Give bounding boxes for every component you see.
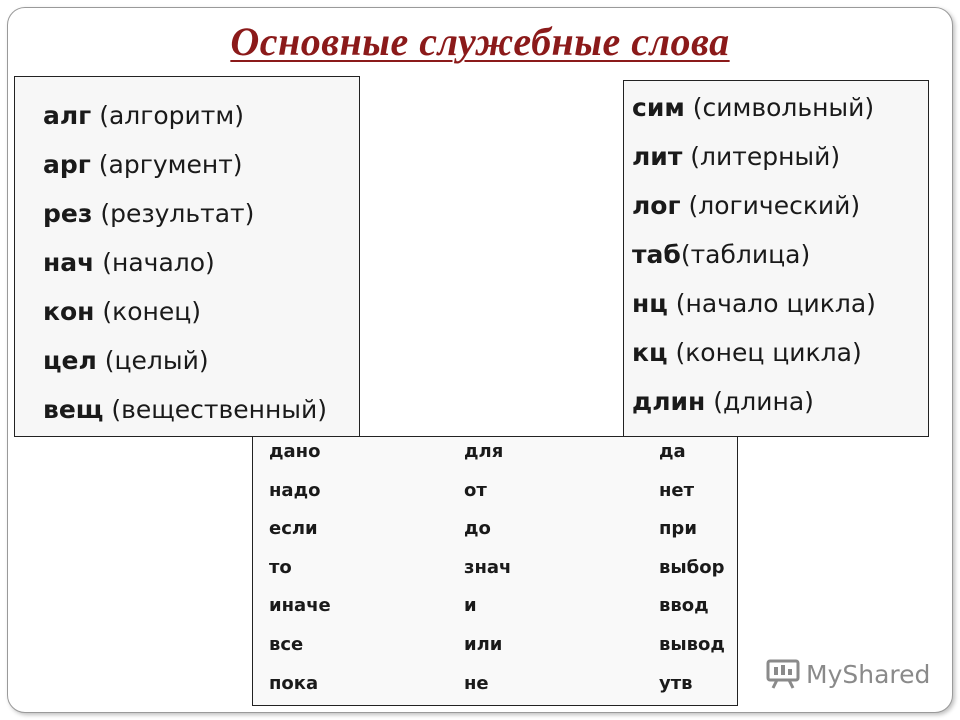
keyword: кон bbox=[43, 297, 95, 326]
list-item bbox=[632, 328, 928, 377]
keyword-meaning: (начало цикла) bbox=[675, 289, 876, 318]
keyword-meaning: (целый) bbox=[104, 346, 209, 375]
table-cell: нет bbox=[659, 479, 695, 501]
table-cell: если bbox=[269, 518, 318, 540]
table-cell: то bbox=[269, 556, 292, 578]
list-item bbox=[632, 377, 928, 426]
list-item bbox=[43, 140, 359, 189]
keyword: лит bbox=[632, 142, 683, 171]
keyword: рез bbox=[43, 199, 93, 228]
table-cell: надо bbox=[269, 479, 321, 501]
table-cell: для bbox=[464, 441, 504, 462]
page-title: Основные служебные слова bbox=[230, 19, 730, 64]
keyword: сим bbox=[632, 93, 685, 122]
keyword-meaning: (конец цикла) bbox=[675, 338, 862, 367]
keyword-meaning: (таблица) bbox=[680, 240, 811, 269]
keyword-meaning: (символьный) bbox=[692, 93, 875, 122]
keyword-meaning: (начало) bbox=[102, 248, 215, 277]
list-item bbox=[43, 336, 359, 385]
keyword: кц bbox=[632, 338, 668, 367]
keyword-meaning: (аргумент) bbox=[98, 150, 243, 179]
keyword-meaning: (результат) bbox=[100, 199, 255, 228]
list-item bbox=[43, 238, 359, 287]
table-cell: и bbox=[464, 595, 477, 617]
data-types-panel bbox=[14, 76, 360, 437]
table-cell: вывод bbox=[659, 633, 725, 655]
keywords-table-panel bbox=[252, 436, 738, 706]
table-cell: иначе bbox=[269, 595, 331, 617]
keyword: вещ bbox=[43, 395, 104, 424]
list-item bbox=[43, 91, 359, 140]
list-item bbox=[632, 230, 928, 279]
presentation-board-icon bbox=[766, 658, 800, 690]
list-item bbox=[632, 279, 928, 328]
keyword: таб bbox=[632, 240, 681, 269]
keyword: цел bbox=[43, 346, 97, 375]
keyword-meaning: (конец) bbox=[102, 297, 202, 326]
term-list bbox=[15, 77, 359, 434]
table-cell: от bbox=[464, 479, 487, 501]
watermark-text: MyShared bbox=[806, 659, 931, 689]
table-cell: или bbox=[464, 633, 503, 655]
table-cell: знач bbox=[464, 556, 512, 578]
list-item bbox=[632, 132, 928, 181]
keyword: лог bbox=[632, 191, 681, 220]
keyword: нц bbox=[632, 289, 668, 318]
myshared-watermark[interactable] bbox=[766, 654, 930, 694]
list-item bbox=[632, 83, 928, 132]
table-cell: да bbox=[659, 441, 686, 462]
keyword: алг bbox=[43, 101, 92, 130]
table-cell: пока bbox=[269, 672, 319, 694]
keyword: нач bbox=[43, 248, 95, 277]
list-item bbox=[632, 181, 928, 230]
table-cell: при bbox=[659, 518, 697, 540]
keyword-meaning: (литерный) bbox=[690, 142, 841, 171]
list-item bbox=[43, 287, 359, 336]
list-item bbox=[43, 385, 359, 434]
keyword: арг bbox=[43, 150, 91, 179]
table-cell: дано bbox=[269, 441, 321, 462]
term-list bbox=[624, 81, 928, 426]
keywords-table bbox=[269, 437, 739, 707]
list-item bbox=[43, 189, 359, 238]
table-cell: утв bbox=[659, 672, 693, 694]
table-cell: не bbox=[464, 672, 489, 694]
keyword-meaning: (вещественный) bbox=[111, 395, 328, 424]
more-types-panel bbox=[623, 80, 929, 437]
keyword-meaning: (длина) bbox=[713, 387, 814, 416]
keyword-meaning: (алгоритм) bbox=[99, 101, 244, 130]
table-cell: ввод bbox=[659, 595, 709, 617]
table-cell: выбор bbox=[659, 556, 725, 578]
table-cell: все bbox=[269, 633, 304, 655]
keyword: длин bbox=[632, 387, 706, 416]
keyword-meaning: (логический) bbox=[688, 191, 861, 220]
table-cell: до bbox=[464, 518, 491, 540]
